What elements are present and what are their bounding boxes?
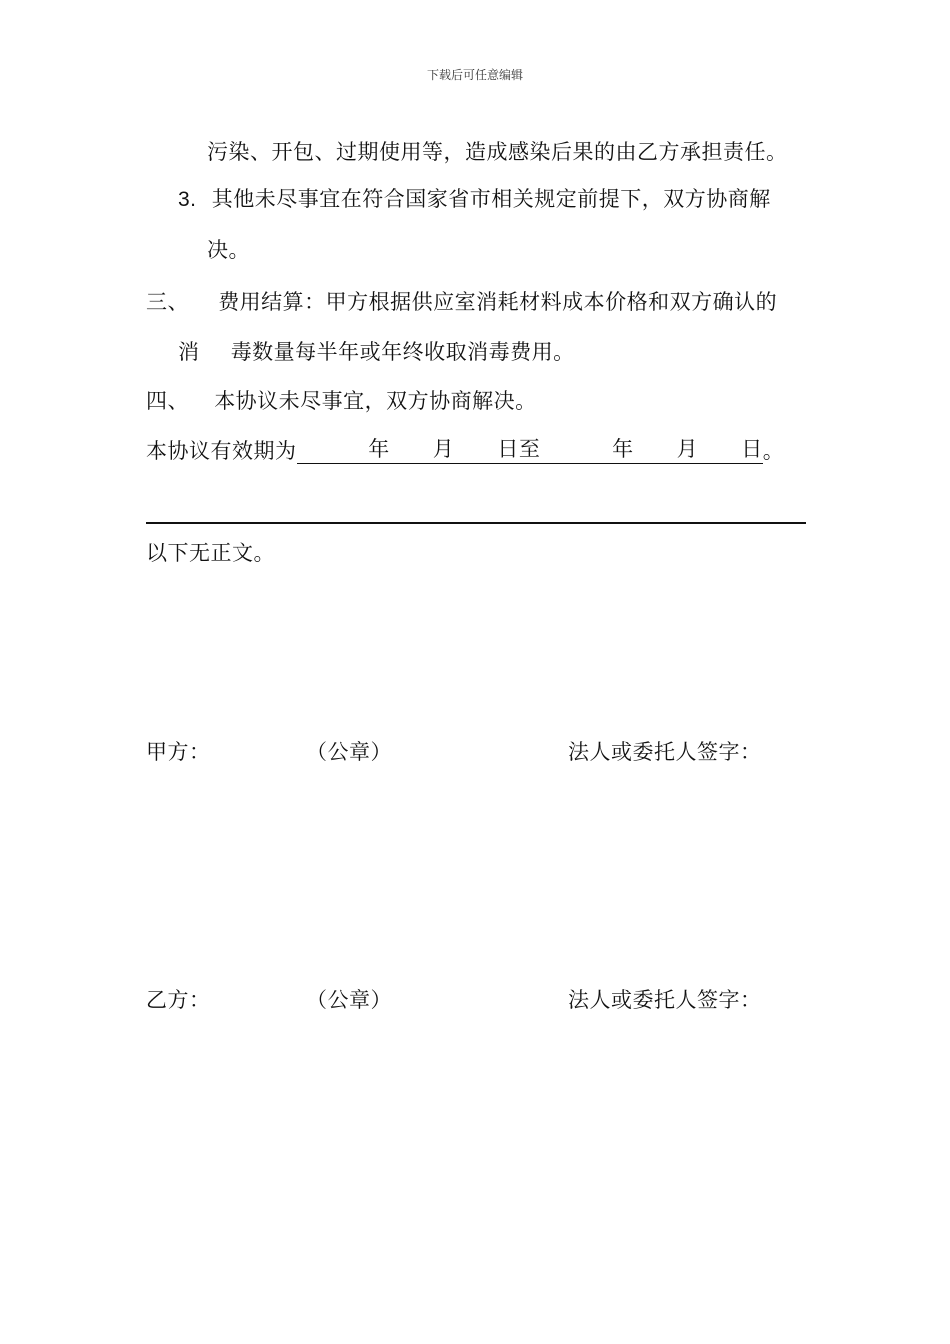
horizontal-rule [146, 522, 806, 524]
section-3 [146, 287, 777, 317]
validity-line [146, 436, 784, 466]
page-header: 下载后可任意编辑 [426, 68, 523, 82]
party-a-seal: （公章） [306, 740, 392, 764]
party-a-label: 甲方： [146, 740, 211, 764]
validity-prefix: 本协议有效期为 [146, 439, 297, 463]
section-3-text: 费用结算：甲方根据供应室消耗材料成本价格和双方确认的 [218, 290, 778, 314]
end-note-text: 以下无正文。 [146, 541, 275, 565]
party-b-sign-label: 法人或委托人签字： [568, 988, 762, 1012]
party-a-sign-label: 法人或委托人签字： [568, 740, 762, 764]
section-3-label: 三、 [146, 290, 189, 314]
section-3-text-cont-a: 消 [178, 340, 200, 364]
section-3-text-cont-b: 毒数量每半年或年终收取消毒费用。 [230, 340, 575, 364]
party-b-label: 乙方： [146, 988, 211, 1012]
item-3-text: 其他未尽事宜在符合国家省市相关规定前提下，双方协商解 [211, 187, 771, 211]
end-note [146, 538, 275, 568]
party-b-seal: （公章） [306, 988, 392, 1012]
validity-date-blank: 年 月 日至 年 月 日 [297, 436, 763, 464]
section-4-label: 四、 [146, 389, 189, 413]
clause-line [207, 137, 788, 167]
validity-suffix: 。 [762, 439, 785, 463]
item-3-number: 3. [178, 188, 197, 211]
item-3 [178, 184, 771, 215]
section-3-continuation [178, 337, 575, 367]
item-3-continuation [207, 235, 250, 265]
section-4 [146, 386, 537, 416]
section-4-text: 本协议未尽事宜，双方协商解决。 [214, 389, 537, 413]
item-3-text-cont: 决。 [207, 238, 250, 262]
clause-text: 污染、开包、过期使用等，造成感染后果的由乙方承担责任。 [207, 140, 788, 164]
